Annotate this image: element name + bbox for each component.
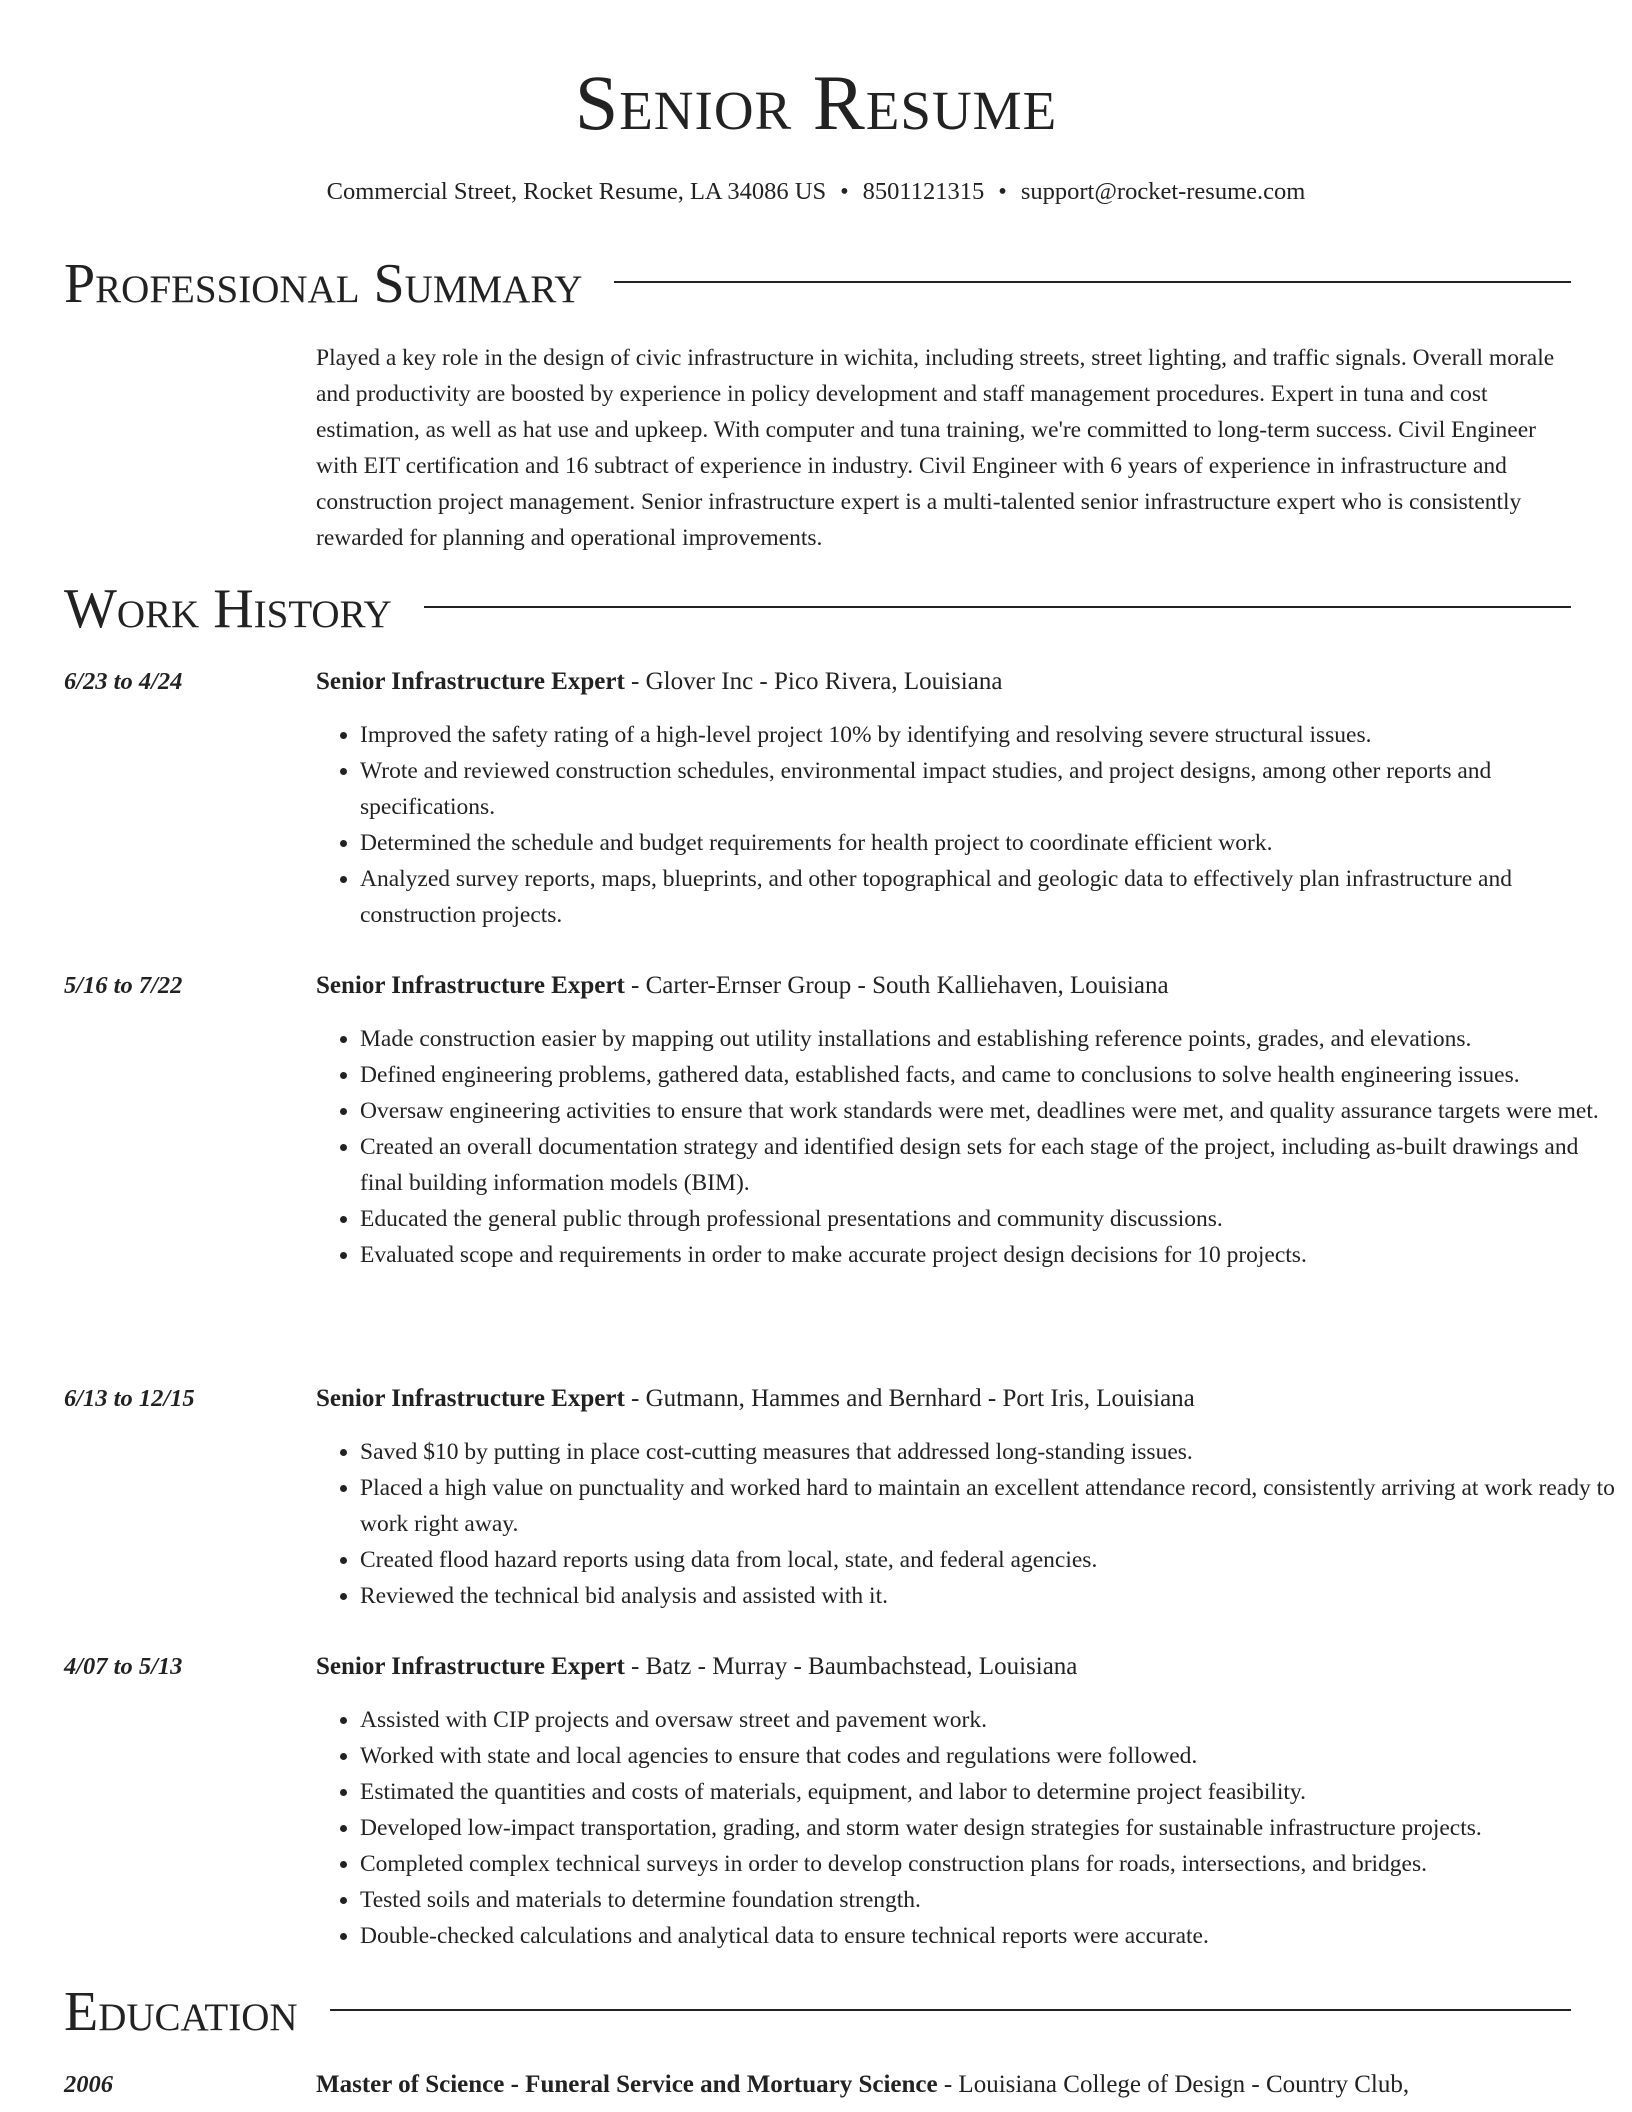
job-heading [316,1382,1572,1416]
job-bullet: • Improved the safety rating of a high-level project 10% by identifying and resolving severe structural issues. [360,717,1616,753]
job-bullet: • Oversaw engineering activities to ensure that work standards were met, deadlines were met, and quality assurance targets were met. [360,1093,1616,1129]
job-role: Senior Infrastructure Expert [316,1385,625,1412]
job-bullets [316,1021,1616,1273]
job-bullet: • Assisted with CIP projects and oversaw street and pavement work. [360,1702,1616,1738]
job-dates: 4/07 to 5/13 [64,1653,183,1680]
job-bullet: • Created flood hazard reports using data from local, state, and federal agencies. [360,1542,1616,1578]
job-bullets [316,1434,1616,1614]
work-section-title: Work History [64,578,392,640]
job-details: - Glover Inc - Pico Rivera, Louisiana [624,668,1003,695]
job-bullet: • Educated the general public through professional presentations and community discussions. [360,1201,1616,1237]
section-divider [330,2009,1571,2011]
job-bullet: • Worked with state and local agencies to ensure that codes and regulations were followed. [360,1738,1616,1774]
job-bullet: • Placed a high value on punctuality and worked hard to maintain an excellent attendance record, consistently arriving at work ready to work right away. [360,1470,1616,1542]
job-role: Senior Infrastructure Expert [316,972,625,999]
contact-line [0,175,1632,209]
job-bullet: • Created an overall documentation strategy and identified design sets for each stage of the project, including as-built drawings and final building information models (BIM). [360,1129,1616,1201]
job-bullet: • Wrote and reviewed construction schedules, environmental impact studies, and project designs, among other reports and specifications. [360,753,1616,825]
job-bullet: • Made construction easier by mapping out utility installations and establishing reference points, grades, and elevations. [360,1021,1616,1057]
education-section-title: Education [64,1981,298,2043]
education-heading [316,2068,1572,2102]
summary-text: Played a key role in the design of civic infrastructure in wichita, including streets, street lighting, and traffic signals. Overall morale and productivity are boosted by experience in policy development and staff management procedures. Expert in tuna and cost estimation, as well as hat use and upkeep. With computer and tuna training, we're committed to long-term success. Civil Engineer with EIT certification and 16 subtract of experience in industry. Civil Engineer with 6 years of experience in infrastructure and construction project management. Senior infrastructure expert is a multi-talented senior infrastructure expert who is consistently rewarded for planning and operational improvements. [316,345,1555,551]
job-bullets [316,1702,1616,1954]
job-bullet: • Evaluated scope and requirements in order to make accurate project design decisions for 10 projects. [360,1237,1616,1273]
job-role: Senior Infrastructure Expert [316,1653,625,1680]
job-bullet: • Analyzed survey reports, maps, blueprints, and other topographical and geologic data to effectively plan infrastructure and construction projects. [360,861,1616,933]
summary-section-title: Professional Summary [64,253,583,315]
job-bullets [316,717,1616,933]
job-bullet: • Determined the schedule and budget requirements for health project to coordinate efficient work. [360,825,1616,861]
contact-phone: 8501121315 [862,178,985,205]
section-divider [614,281,1571,283]
job-details: - Gutmann, Hammes and Bernhard - Port Iris, Louisiana [624,1385,1195,1412]
education-degree: Master of Science - Funeral Service and Mortuary Science [316,2071,938,2098]
job-heading [316,665,1572,699]
job-heading [316,969,1572,1003]
job-bullet: • Double-checked calculations and analytical data to ensure technical reports were accurate. [360,1918,1616,1954]
job-dates: 5/16 to 7/22 [64,972,183,999]
education-details: - Louisiana College of Design - Country Club, [937,2071,1410,2098]
job-heading [316,1650,1572,1684]
job-bullet: • Reviewed the technical bid analysis and assisted with it. [360,1578,1616,1614]
job-bullet: • Completed complex technical surveys in order to develop construction plans for roads, intersections, and bridges. [360,1846,1616,1882]
job-role: Senior Infrastructure Expert [316,668,625,695]
job-bullet: • Saved $10 by putting in place cost-cutting measures that addressed long-standing issues. [360,1434,1616,1470]
resume-name: Senior Resume [574,59,1058,146]
work-section-header [64,577,1571,641]
education-section-header [64,1980,1571,2044]
education-year: 2006 [64,2071,113,2098]
job-details: - Carter-Ernser Group - South Kalliehaven, Louisiana [624,972,1169,999]
job-bullet: • Defined engineering problems, gathered data, established facts, and came to conclusions to solve health engineering issues. [360,1057,1616,1093]
job-bullet: • Tested soils and materials to determine foundation strength. [360,1882,1616,1918]
contact-address: Commercial Street, Rocket Resume, LA 34086 US [326,178,827,205]
contact-separator: • [998,178,1007,205]
summary-section-header [64,252,1571,316]
job-details: - Batz - Murray - Baumbachstead, Louisiana [624,1653,1078,1680]
job-dates: 6/13 to 12/15 [64,1385,195,1412]
job-bullet: • Estimated the quantities and costs of materials, equipment, and labor to determine project feasibility. [360,1774,1616,1810]
contact-separator: • [840,178,849,205]
contact-email: support@rocket-resume.com [1020,178,1306,205]
section-divider [424,606,1571,608]
job-bullet: • Developed low-impact transportation, grading, and storm water design strategies for sustainable infrastructure projects. [360,1810,1616,1846]
job-dates: 6/23 to 4/24 [64,668,183,695]
